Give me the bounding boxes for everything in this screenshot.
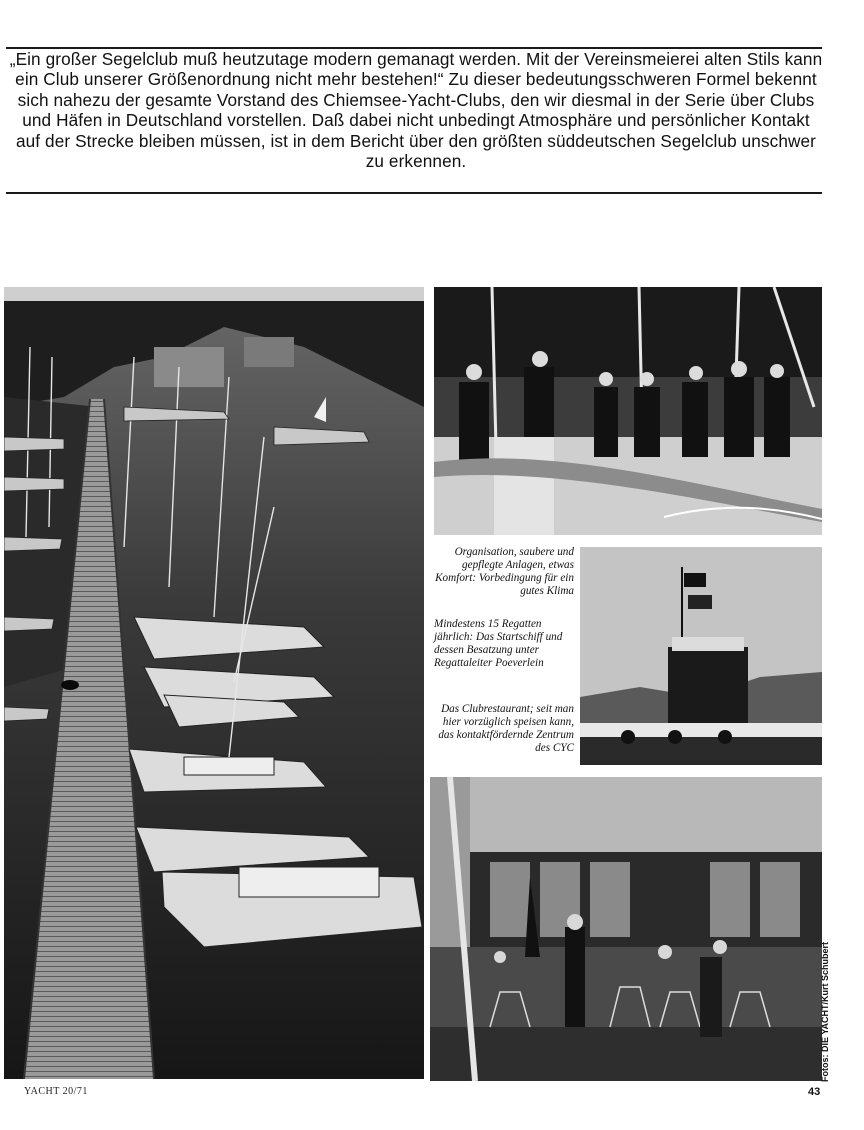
page-number: 43	[808, 1086, 821, 1098]
caption-organisation: Organisation, saubere und gepflegte Anlagen, etwas Komfort: Vorbedingung für ein gutes Klima	[435, 546, 574, 597]
caption-regatta: Mindestens 15 Regatten jährlich: Das Startschiff und dessen Besatzung unter Regattaleiter Poeverlein	[434, 618, 563, 669]
magazine-issue: YACHT 20/71	[24, 1086, 88, 1097]
start-ship-photo	[580, 547, 822, 765]
intro-paragraph: „Ein großer Segelclub muß heutzutage modern gemanagt werden. Mit der Vereinsmeierei alten Stils kann ein Club unserer Größenordnung nicht mehr bestehen!“ Zu dieser bedeutungsschweren Formel bekennt sich nahezu der gesamte Vorstand des Chiemsee-Yacht-Clubs, den wir diesmal in der Serie über Clubs und Häfen in Deutschland vorstellen. Daß dabei nicht unbedingt Atmosphäre und persönlicher Kontakt auf der Strecke bleiben müssen, ist in dem Bericht über den größten süddeutschen Segelclub unschwer zu erkennen.	[9, 49, 823, 172]
photo-credit: Fotos: DIE YACHT/Kurt Schubert	[820, 941, 830, 1082]
bottom-rule	[6, 192, 822, 194]
caption-restaurant: Das Clubrestaurant; seit man hier vorzüglich speisen kann, das kontaktfördernde Zentrum des CYC	[438, 703, 574, 754]
marina-pier-photo	[4, 287, 424, 1079]
club-restaurant-photo	[430, 777, 822, 1081]
people-on-pier-photo	[434, 287, 822, 535]
